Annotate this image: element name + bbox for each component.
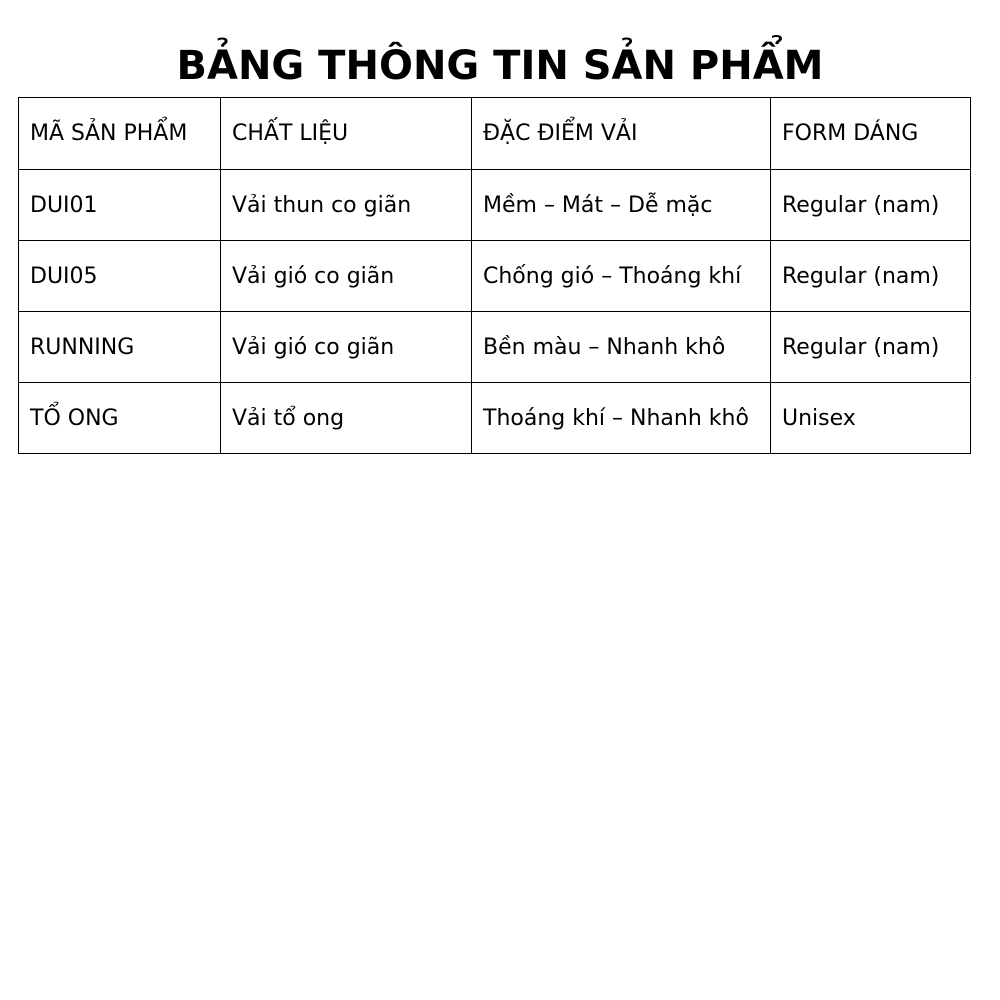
cell-fabric-features: Thoáng khí – Nhanh khô (472, 383, 771, 454)
table-row (19, 241, 971, 312)
product-table-container (18, 97, 971, 454)
cell-material: Vải gió co giãn (221, 241, 472, 312)
cell-fabric-features: Mềm – Mát – Dễ mặc (472, 170, 771, 241)
table-row (19, 170, 971, 241)
column-header-ma-san-pham: MÃ SẢN PHẨM (19, 98, 221, 170)
cell-fabric-features: Bền màu – Nhanh khô (472, 312, 771, 383)
page-title: BẢNG THÔNG TIN SẢN PHẨM (176, 42, 824, 89)
cell-product-code: TỔ ONG (19, 383, 221, 454)
cell-fit: Regular (nam) (771, 312, 971, 383)
cell-material: Vải thun co giãn (221, 170, 472, 241)
cell-fabric-features: Chống gió – Thoáng khí (472, 241, 771, 312)
product-table (18, 97, 971, 454)
cell-material: Vải tổ ong (221, 383, 472, 454)
table-row (19, 383, 971, 454)
table-row (19, 312, 971, 383)
column-header-chat-lieu: CHẤT LIỆU (221, 98, 472, 170)
cell-material: Vải gió co giãn (221, 312, 472, 383)
column-header-form-dang: FORM DÁNG (771, 98, 971, 170)
header-row (19, 98, 971, 170)
cell-product-code: RUNNING (19, 312, 221, 383)
cell-product-code: DUI05 (19, 241, 221, 312)
column-header-dac-diem-vai: ĐẶC ĐIỂM VẢI (472, 98, 771, 170)
cell-fit: Unisex (771, 383, 971, 454)
cell-fit: Regular (nam) (771, 241, 971, 312)
cell-fit: Regular (nam) (771, 170, 971, 241)
cell-product-code: DUI01 (19, 170, 221, 241)
